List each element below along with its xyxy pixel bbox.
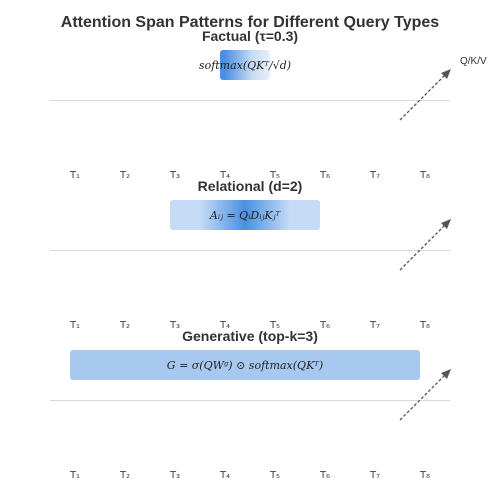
token-label: T₆ [319,170,331,181]
query-arrow-icon [395,65,455,125]
token-label: T₈ [419,170,431,181]
pattern-label: Generative (top-k=3) [182,328,318,344]
attention-formula: Aᵢⱼ = QᵢDᵢⱼKⱼᵀ [209,208,281,222]
attention-formula: softmax(QKᵀ/√d) [198,58,292,72]
token-label: T₃ [169,470,181,481]
token-label: T₅ [269,320,281,331]
qkv-label: Q/K/V [460,56,487,67]
sequence-baseline [50,100,450,101]
token-label: T₆ [319,320,331,331]
token-label: T₁ [69,470,81,481]
attention-formula-box [170,200,320,230]
token-label: T₈ [419,320,431,331]
pattern-label: Relational (d=2) [197,178,303,194]
token-label: T₇ [369,320,381,331]
token-label: T₁ [69,320,81,331]
token-label: T₆ [319,470,331,481]
pattern-factual [0,28,500,181]
token-label: T₈ [419,470,431,481]
diagram-title: Attention Span Patterns for Different Query Types [60,14,440,31]
token-label: T₇ [369,470,381,481]
token-label: T₃ [169,170,181,181]
pattern-label: Factual (τ=0.3) [201,28,299,44]
pattern-generative [0,328,500,481]
sequence-baseline [50,400,450,401]
token-label: T₇ [369,170,381,181]
attention-formula: G = σ(QWᵍ) ⊙ softmax(QKᵀ) [166,358,324,372]
token-label: T₂ [119,470,131,481]
token-label: T₅ [269,470,281,481]
token-label: T₂ [119,170,131,181]
token-label: T₃ [169,320,181,331]
token-label: T₁ [69,170,81,181]
token-label: T₄ [219,320,231,331]
sequence-baseline [50,250,450,251]
query-arrow-icon [395,365,455,425]
attention-formula-box [70,350,420,380]
token-label: T₄ [219,470,231,481]
pattern-relational [0,178,500,331]
token-label: T₅ [269,170,281,181]
token-label: T₄ [219,170,231,181]
token-label: T₂ [119,320,131,331]
attention-formula-box [198,50,292,80]
query-arrow-icon [395,215,455,275]
